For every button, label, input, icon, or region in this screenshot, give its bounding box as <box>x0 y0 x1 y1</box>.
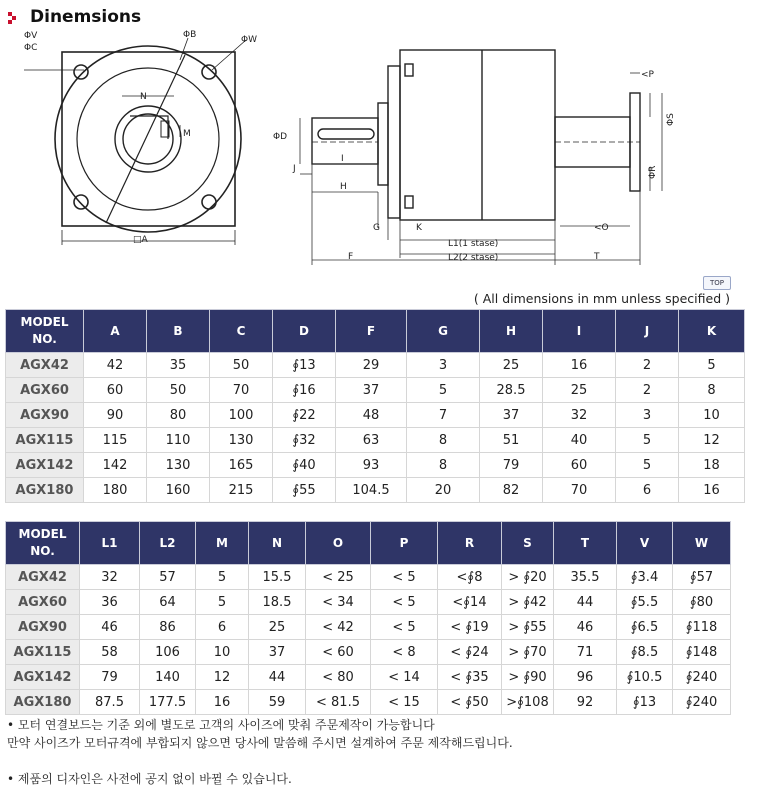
value-cell: 7 <box>407 403 480 428</box>
header-v: V <box>617 522 673 565</box>
value-cell: 6 <box>616 478 679 503</box>
value-cell: 44 <box>249 665 306 690</box>
value-cell: 86 <box>140 615 196 640</box>
value-cell: 180 <box>84 478 147 503</box>
value-cell: < 5 <box>371 565 438 590</box>
value-cell: 32 <box>543 403 616 428</box>
value-cell: 93 <box>336 453 407 478</box>
value-cell: 5 <box>196 590 249 615</box>
value-cell: 71 <box>554 640 617 665</box>
value-cell: 92 <box>554 690 617 715</box>
model-cell: AGX180 <box>6 478 84 503</box>
value-cell: 18.5 <box>249 590 306 615</box>
label-d: ΦD <box>273 132 288 142</box>
value-cell: 8 <box>407 453 480 478</box>
label-g: G <box>373 223 380 233</box>
value-cell: ∮5.5 <box>617 590 673 615</box>
value-cell: 70 <box>210 378 273 403</box>
value-cell: 60 <box>84 378 147 403</box>
value-cell: 10 <box>679 403 745 428</box>
value-cell: 115 <box>84 428 147 453</box>
value-cell: ∮13 <box>617 690 673 715</box>
value-cell: 57 <box>140 565 196 590</box>
header-k: K <box>679 310 745 353</box>
label-o: <O <box>594 223 609 233</box>
value-cell: 5 <box>407 378 480 403</box>
header-w: W <box>673 522 731 565</box>
table-row <box>6 590 731 615</box>
model-cell: AGX115 <box>6 640 80 665</box>
value-cell: < 80 <box>306 665 371 690</box>
header-i: I <box>543 310 616 353</box>
footnote-2: 만약 사이즈가 모터규격에 부합되지 않으면 당사에 말씀해 주시면 설계하여 주문 제작해드립니다. <box>7 736 513 750</box>
value-cell: 3 <box>407 353 480 378</box>
table-row <box>6 615 731 640</box>
value-cell: 87.5 <box>80 690 140 715</box>
value-cell: 44 <box>554 590 617 615</box>
value-cell: 32 <box>80 565 140 590</box>
value-cell: 215 <box>210 478 273 503</box>
value-cell: 18 <box>679 453 745 478</box>
value-cell: 64 <box>140 590 196 615</box>
dimension-drawing <box>0 30 782 275</box>
model-cell: AGX142 <box>6 665 80 690</box>
header-t: T <box>554 522 617 565</box>
value-cell: 79 <box>480 453 543 478</box>
value-cell: ∮3.4 <box>617 565 673 590</box>
model-cell: AGX60 <box>6 378 84 403</box>
value-cell: > ∮20 <box>502 565 554 590</box>
value-cell: <∮14 <box>438 590 502 615</box>
header-l2: L2 <box>140 522 196 565</box>
top-button[interactable]: TOP <box>703 276 731 290</box>
value-cell: ∮13 <box>273 353 336 378</box>
value-cell: 104.5 <box>336 478 407 503</box>
header-c: C <box>210 310 273 353</box>
value-cell: 48 <box>336 403 407 428</box>
value-cell: 16 <box>543 353 616 378</box>
label-l1: L1(1 stase) <box>448 239 499 249</box>
value-cell: < ∮50 <box>438 690 502 715</box>
value-cell: 80 <box>147 403 210 428</box>
header-f: F <box>336 310 407 353</box>
value-cell: < 34 <box>306 590 371 615</box>
units-note: ( All dimensions in mm unless specified ) <box>473 291 730 306</box>
value-cell: 63 <box>336 428 407 453</box>
value-cell: ∮6.5 <box>617 615 673 640</box>
model-cell: AGX115 <box>6 428 84 453</box>
value-cell: 177.5 <box>140 690 196 715</box>
value-cell: 165 <box>210 453 273 478</box>
value-cell: 29 <box>336 353 407 378</box>
footnote-3: • 제품의 디자인은 사전에 공지 없이 바뀔 수 있습니다. <box>7 772 292 786</box>
header-r: R <box>438 522 502 565</box>
header-s: S <box>502 522 554 565</box>
label-h: H <box>340 182 347 192</box>
table-row <box>6 565 731 590</box>
value-cell: > ∮90 <box>502 665 554 690</box>
value-cell: ∮55 <box>273 478 336 503</box>
value-cell: < 60 <box>306 640 371 665</box>
value-cell: ∮148 <box>673 640 731 665</box>
value-cell: 20 <box>407 478 480 503</box>
value-cell: 37 <box>336 378 407 403</box>
value-cell: 2 <box>616 378 679 403</box>
value-cell: 40 <box>543 428 616 453</box>
label-a: □A <box>133 235 148 245</box>
header-p: P <box>371 522 438 565</box>
value-cell: 8 <box>407 428 480 453</box>
value-cell: <∮8 <box>438 565 502 590</box>
table-row <box>6 665 731 690</box>
spec-table-2 <box>5 521 731 715</box>
value-cell: 60 <box>543 453 616 478</box>
header-m: M <box>196 522 249 565</box>
value-cell: 35 <box>147 353 210 378</box>
value-cell: 79 <box>80 665 140 690</box>
value-cell: < ∮24 <box>438 640 502 665</box>
value-cell: ∮22 <box>273 403 336 428</box>
value-cell: ∮240 <box>673 690 731 715</box>
header-n: N <box>249 522 306 565</box>
table-row <box>6 453 745 478</box>
value-cell: 70 <box>543 478 616 503</box>
value-cell: 51 <box>480 428 543 453</box>
value-cell: 5 <box>196 565 249 590</box>
value-cell: 46 <box>554 615 617 640</box>
value-cell: 5 <box>679 353 745 378</box>
label-l2: L2(2 stase) <box>448 253 499 263</box>
model-cell: AGX180 <box>6 690 80 715</box>
value-cell: < 8 <box>371 640 438 665</box>
value-cell: 8 <box>679 378 745 403</box>
value-cell: >∮108 <box>502 690 554 715</box>
table-row <box>6 353 745 378</box>
table-row <box>6 478 745 503</box>
value-cell: < 5 <box>371 615 438 640</box>
value-cell: > ∮55 <box>502 615 554 640</box>
header-g: G <box>407 310 480 353</box>
label-m: M <box>183 129 191 139</box>
model-cell: AGX60 <box>6 590 80 615</box>
spec-table-1 <box>5 309 745 503</box>
model-cell: AGX90 <box>6 615 80 640</box>
value-cell: 16 <box>679 478 745 503</box>
label-n: N <box>140 92 147 102</box>
value-cell: ∮118 <box>673 615 731 640</box>
value-cell: 3 <box>616 403 679 428</box>
value-cell: < 5 <box>371 590 438 615</box>
model-cell: AGX142 <box>6 453 84 478</box>
value-cell: 16 <box>196 690 249 715</box>
header-b: B <box>147 310 210 353</box>
value-cell: 15.5 <box>249 565 306 590</box>
value-cell: 37 <box>249 640 306 665</box>
value-cell: 35.5 <box>554 565 617 590</box>
value-cell: 59 <box>249 690 306 715</box>
value-cell: 46 <box>80 615 140 640</box>
header-a: A <box>84 310 147 353</box>
value-cell: ∮32 <box>273 428 336 453</box>
label-c: ΦC <box>24 43 38 53</box>
label-b: ΦB <box>183 30 197 40</box>
value-cell: < 81.5 <box>306 690 371 715</box>
value-cell: 12 <box>196 665 249 690</box>
header-l1: L1 <box>80 522 140 565</box>
value-cell: 12 <box>679 428 745 453</box>
value-cell: ∮80 <box>673 590 731 615</box>
value-cell: 82 <box>480 478 543 503</box>
value-cell: ∮57 <box>673 565 731 590</box>
header-o: O <box>306 522 371 565</box>
value-cell: > ∮70 <box>502 640 554 665</box>
header-d: D <box>273 310 336 353</box>
header-j: J <box>616 310 679 353</box>
label-w: ΦW <box>241 35 257 45</box>
page-title: Dinemsions <box>30 7 142 27</box>
label-p: <P <box>641 70 654 80</box>
value-cell: < 25 <box>306 565 371 590</box>
table-row <box>6 690 731 715</box>
label-j: J <box>293 164 296 174</box>
value-cell: 110 <box>147 428 210 453</box>
value-cell: 6 <box>196 615 249 640</box>
label-i: I <box>341 154 344 164</box>
model-cell: AGX42 <box>6 565 80 590</box>
table-row <box>6 640 731 665</box>
value-cell: 130 <box>210 428 273 453</box>
value-cell: 25 <box>480 353 543 378</box>
value-cell: 100 <box>210 403 273 428</box>
value-cell: 50 <box>210 353 273 378</box>
value-cell: < 14 <box>371 665 438 690</box>
side-dims <box>300 73 662 265</box>
value-cell: 10 <box>196 640 249 665</box>
value-cell: 58 <box>80 640 140 665</box>
value-cell: 37 <box>480 403 543 428</box>
value-cell: < 15 <box>371 690 438 715</box>
value-cell: 160 <box>147 478 210 503</box>
bullet-icon <box>8 12 18 22</box>
label-v: ΦV <box>24 31 38 41</box>
value-cell: 5 <box>616 453 679 478</box>
table-row <box>6 428 745 453</box>
label-t: T <box>594 252 600 262</box>
value-cell: 140 <box>140 665 196 690</box>
label-s: ΦS <box>666 113 676 126</box>
value-cell: 25 <box>249 615 306 640</box>
value-cell: ∮10.5 <box>617 665 673 690</box>
value-cell: < ∮19 <box>438 615 502 640</box>
label-k: K <box>416 223 422 233</box>
header-h: H <box>480 310 543 353</box>
side-view <box>312 50 640 220</box>
section-header <box>8 6 141 28</box>
model-cell: AGX42 <box>6 353 84 378</box>
value-cell: < 42 <box>306 615 371 640</box>
table-row <box>6 403 745 428</box>
value-cell: < ∮35 <box>438 665 502 690</box>
value-cell: 50 <box>147 378 210 403</box>
value-cell: 28.5 <box>480 378 543 403</box>
label-r: ΦR <box>648 165 658 179</box>
value-cell: 90 <box>84 403 147 428</box>
label-f: F <box>348 252 354 262</box>
value-cell: ∮16 <box>273 378 336 403</box>
value-cell: ∮240 <box>673 665 731 690</box>
value-cell: 96 <box>554 665 617 690</box>
model-cell: AGX90 <box>6 403 84 428</box>
front-view <box>24 38 246 245</box>
value-cell: > ∮42 <box>502 590 554 615</box>
value-cell: 36 <box>80 590 140 615</box>
value-cell: 130 <box>147 453 210 478</box>
header-model-no: MODEL NO. <box>6 310 84 353</box>
value-cell: ∮40 <box>273 453 336 478</box>
header-model-no: MODEL NO. <box>6 522 80 565</box>
footnote-1: • 모터 연결보드는 기준 외에 별도로 고객의 사이즈에 맞춰 주문제작이 가능합니다 <box>7 718 435 732</box>
value-cell: 142 <box>84 453 147 478</box>
value-cell: 42 <box>84 353 147 378</box>
value-cell: ∮8.5 <box>617 640 673 665</box>
value-cell: 106 <box>140 640 196 665</box>
value-cell: 25 <box>543 378 616 403</box>
table-row <box>6 378 745 403</box>
value-cell: 5 <box>616 428 679 453</box>
value-cell: 2 <box>616 353 679 378</box>
